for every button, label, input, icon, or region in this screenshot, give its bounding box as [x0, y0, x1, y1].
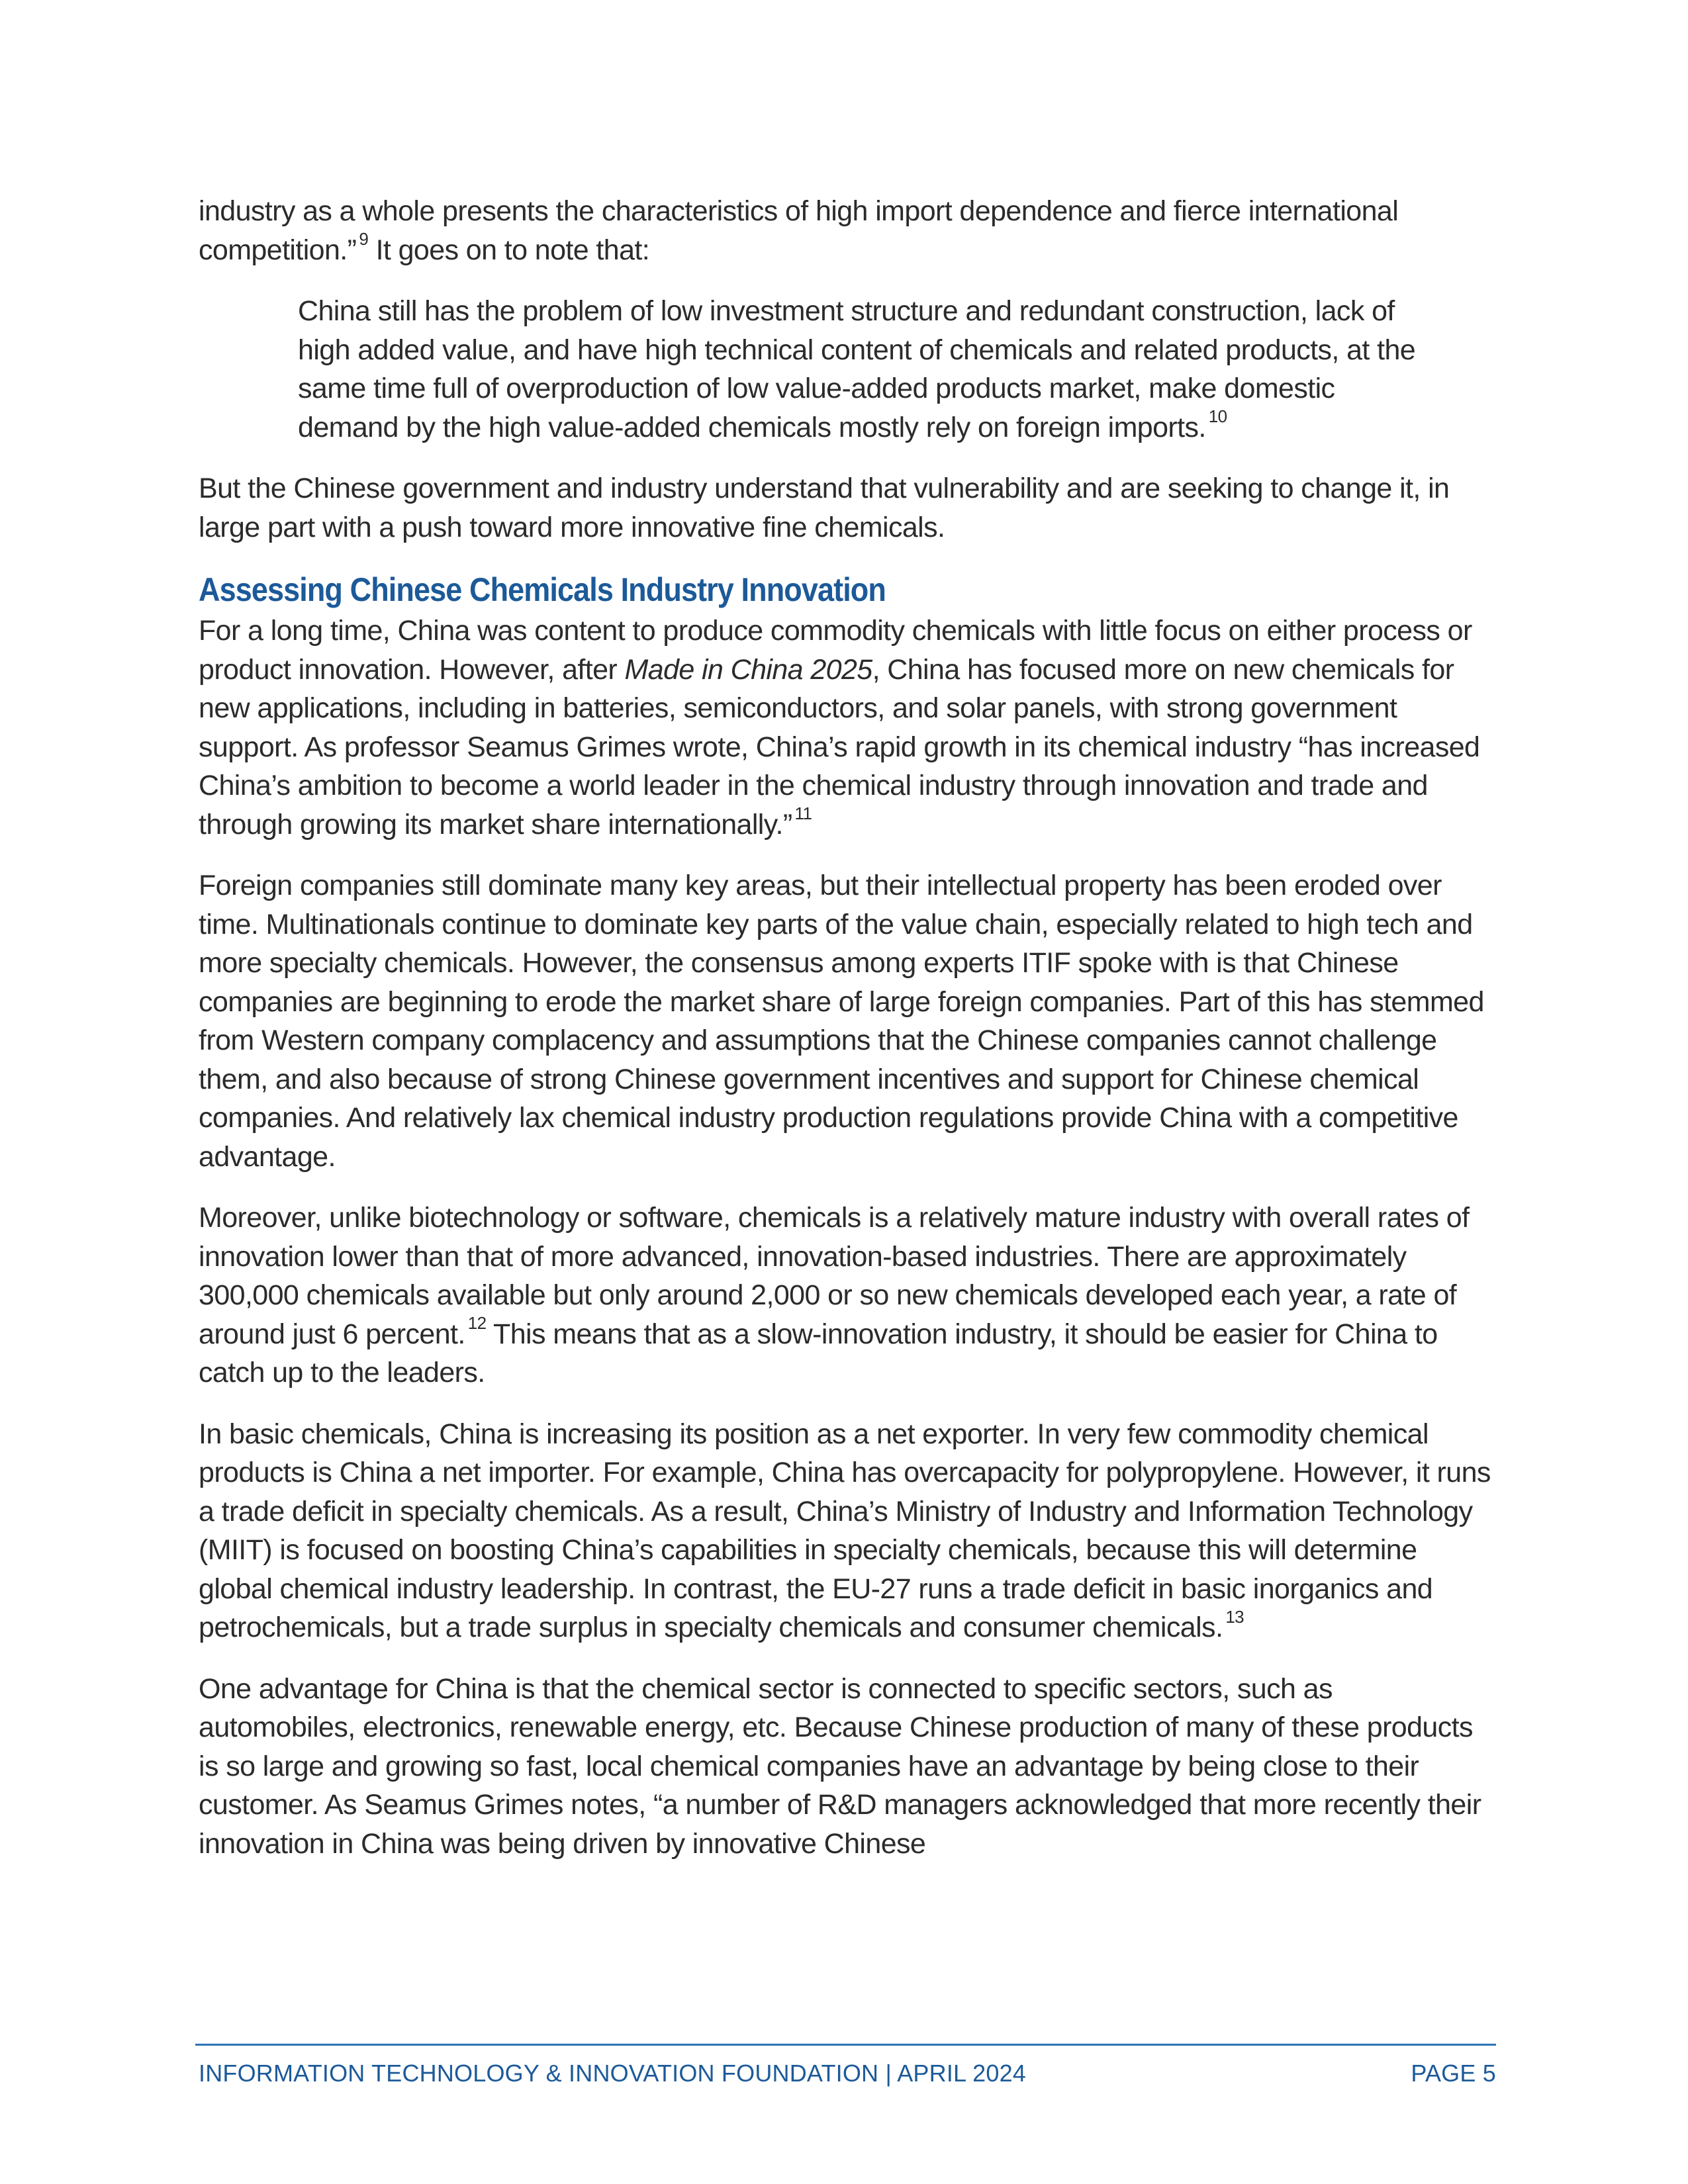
paragraph-mature-industry: Moreover, unlike biotechnology or software, chemicals is a relatively mature industry with overall rates of innovation lower than that of more advanced, innovation-based industries. There are approximately 300,000 chemicals available but only around 2,000 or so new chemicals developed each year, a rate of around just 6 percent. $^{12}$ This means that as a slow-innovation industry, it should be easier for China to catch up to the leaders. — [199, 1202, 1470, 1388]
footer-divider — [195, 2044, 1496, 2046]
block-quote: China still has the problem of low investment structure and redundant construction, lack of high added value, and have high technical content of chemicals and related products, at the same time full of overproduction of low value-added products market, make domestic demand by the high value-added chemicals mostly rely on foreign imports. $^{10}$ — [298, 295, 1416, 443]
footnote-ref-13[interactable]: 13 — [1225, 1606, 1244, 1627]
footnote-ref-12[interactable]: 12 — [467, 1313, 487, 1334]
section-heading: Assessing Chinese Chemicals Industry Innovation — [199, 571, 886, 608]
paragraph-vulnerability: But the Chinese government and industry understand that vulnerability and are seeking to change it, in large part with a push toward more innovative fine chemicals. — [199, 473, 1450, 543]
paragraph-intro: industry as a whole presents the characteristics of high import dependence and fierce international competition.” $^9$ It goes on to note that: — [199, 195, 1399, 266]
footnote-ref-9[interactable]: 9 — [359, 229, 369, 250]
paragraph-basic-chemicals: In basic chemicals, China is increasing its position as a net exporter. In very few commodity chemical products is China a net importer. For example, China has overcapacity for polypropylene. However, it runs a trade deficit in specialty chemicals. As a result, China’s Ministry of Industry and Information Technology (MIIT) is focused on boosting China’s capabilities in specialty chemicals, because this will determine global chemical industry leadership. In contrast, the EU-27 runs a trade deficit in basic inorganics and petrochemicals, but a trade surplus in specialty chemicals and consumer chemicals. $^{13}$ — [199, 1418, 1491, 1643]
paragraph-advantage: One advantage for China is that the chemical sector is connected to specific sectors, such as automobiles, electronics, renewable energy, etc. Because Chinese production of many of these products is so large and growing so fast, local chemical companies have an advantage by being close to their customer. As Seamus Grimes notes, “a number of R&D managers acknowledged that more recently their innovation in China was being driven by innovative Chinese — [199, 1672, 1481, 1860]
footnote-ref-11[interactable]: 11 — [794, 803, 812, 824]
page-number: PAGE 5 — [1411, 2060, 1496, 2087]
page-body — [199, 192, 1496, 1886]
paragraph-foreign-companies: Foreign companies still dominate many key areas, but their intellectual property has been eroded over time. Multinationals continue to dominate key parts of the value chain, especially related to high tech and more specialty chemicals. However, the consensus among experts ITIF spoke with is that Chinese companies are beginning to erode the market share of large foreign companies. Part of this has stemmed from Western company complacency and assumptions that the Chinese companies cannot challenge them, and also because of strong Chinese government incentives and support for Chinese chemical companies. And relatively lax chemical industry production regulations provide China with a competitive advantage. — [199, 870, 1484, 1173]
italic-title: Made in China 2025 — [624, 653, 872, 686]
paragraph-made-in-china: For a long time, China was content to produce commodity chemicals with little focus on either process or product innovation. However, after Made in China 2025, China has focused more on new chemicals for new applications, including in batteries, semiconductors, and solar panels, with strong government support. As professor Seamus Grimes wrote, China’s rapid growth in its chemical industry “has increased China’s ambition to become a world leader in the chemical industry through innovation and trade and through growing its market share internationally.” $^{11}$ — [199, 615, 1480, 841]
footnote-ref-10[interactable]: 10 — [1208, 406, 1227, 427]
footer-publisher: INFORMATION TECHNOLOGY & INNOVATION FOUNDATION | APRIL 2024 — [199, 2060, 1027, 2087]
